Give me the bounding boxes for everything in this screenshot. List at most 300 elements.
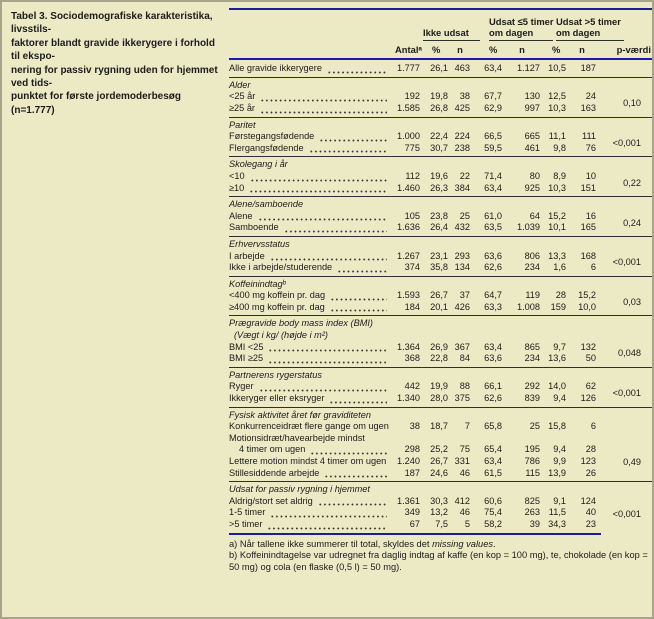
row-label-inner [229, 222, 395, 234]
row-label [229, 59, 395, 77]
cell-n-gt5: 28 [585, 444, 596, 455]
cell-antal: 374 [404, 262, 420, 273]
row-label-text: ≥10 [229, 182, 245, 193]
section-header: Koffeinindtagᵇ [229, 276, 652, 290]
dot-leader [258, 218, 388, 221]
cell-pct-gt5: 9,1 [553, 495, 566, 506]
cell-pct-ikke-udsat [425, 433, 453, 445]
table-row [229, 290, 652, 302]
table-row [229, 519, 652, 534]
table-row [229, 222, 652, 236]
row-label [229, 456, 395, 468]
group-header-line: Udsat >5 timer [556, 16, 621, 27]
row-label-text: 1-5 timer [229, 507, 266, 518]
row-label [229, 262, 395, 276]
row-label [229, 103, 395, 117]
section-header-row [229, 276, 652, 290]
cell-n-gt5: 23 [571, 519, 601, 534]
row-label [229, 433, 395, 445]
table-body [229, 59, 652, 533]
column-headers [229, 41, 652, 59]
cell-antal: 187 [404, 467, 420, 478]
dot-leader [249, 190, 387, 193]
dot-leader [260, 111, 387, 114]
section-header-row [229, 482, 652, 496]
cell-pct-le5: 65,4 [484, 444, 502, 455]
cell-n-le5: 130 [524, 91, 540, 102]
cell-n-le5: 1.127 [517, 63, 540, 74]
row-label [229, 353, 395, 367]
group-header [423, 28, 480, 42]
cell-pct-le5: 58,2 [475, 519, 507, 534]
row-label-text: I arbejde [229, 250, 265, 261]
cell-n-ikke-udsat: 412 [454, 495, 470, 506]
cell-pct-le5: 63,5 [484, 222, 502, 233]
row-label-inner [229, 290, 395, 302]
col-n-le5: n [507, 41, 545, 59]
cell-pct-ikke-udsat: 30,7 [430, 142, 448, 153]
cell-pct-le5: 65,8 [484, 421, 502, 432]
table-row [229, 262, 652, 276]
cell-n-ikke-udsat: 224 [454, 131, 470, 142]
section-header: Alene/samboende [229, 197, 652, 211]
section-header-row [229, 367, 652, 381]
cell-pct-ikke-udsat: 19,8 [430, 91, 448, 102]
cell-antal: 105 [404, 210, 420, 221]
group-header-line: om dagen [556, 26, 601, 38]
table-row [229, 302, 652, 316]
column-group-headers [229, 10, 652, 41]
footnote-text: b) Koffeinindtagelse var udregnet fra daglig indtag af kaffe (en kop = 100 mg), te, chokolade (en kop = 50 mg) og cola (en flaske (0,5 l) = 50 mg). [229, 550, 648, 573]
cell-n-le5: 839 [524, 393, 540, 404]
cell-n-le5: 263 [524, 507, 540, 518]
footnote-text: . [493, 538, 496, 549]
cell-pct-ikke-udsat: 26,1 [430, 63, 448, 74]
row-label-inner [229, 211, 395, 223]
caption-title: Tabel 3. [11, 11, 51, 22]
row-label [229, 393, 395, 407]
cell-pct-gt5: 159 [550, 301, 566, 312]
cell-pct-gt5: 28 [555, 290, 566, 301]
cell-antal [395, 433, 425, 445]
table-row [229, 183, 652, 197]
row-label-inner [229, 393, 395, 405]
cell-pct-ikke-udsat: 13,2 [430, 507, 448, 518]
table-row [229, 456, 652, 468]
dot-leader [250, 179, 387, 182]
section-header: Skolegang i år [229, 157, 652, 171]
row-label-text: Stillesiddende arbejde [229, 467, 320, 478]
row-label-inner [229, 63, 395, 75]
row-label-text: <25 år [229, 91, 256, 102]
dot-leader [324, 475, 387, 478]
cell-n-ikke-udsat: 238 [454, 142, 470, 153]
cell-n-le5: 39 [507, 519, 545, 534]
cell-antal: 1.593 [397, 290, 420, 301]
group-header [556, 17, 624, 41]
cell-pct-le5: 63,4 [484, 456, 502, 466]
cell-pct-le5: 75,4 [484, 507, 502, 518]
group-header [489, 17, 553, 41]
row-label [229, 496, 395, 508]
col-label [229, 41, 395, 59]
p-value: 0,24 [623, 217, 641, 228]
row-label-text: Alle gravide ikkerygere [229, 63, 322, 74]
cell-pct-ikke-udsat: 19,6 [430, 170, 448, 181]
dot-leader [309, 150, 387, 153]
cell-pct-le5 [475, 433, 507, 445]
p-value: <0,001 [612, 508, 641, 519]
footnote [229, 539, 652, 551]
table-row [229, 131, 652, 143]
dot-leader [318, 503, 387, 506]
cell-n-gt5: 124 [580, 495, 596, 506]
cell-n-ikke-udsat: 38 [459, 91, 470, 102]
cell-pct-le5: 66,1 [484, 381, 502, 392]
cell-pct-le5: 63,4 [484, 182, 502, 193]
cell-pct-le5: 63,4 [484, 63, 502, 74]
cell-n-ikke-udsat: 46 [459, 467, 470, 478]
cell-pct-ikke-udsat: 22,8 [430, 353, 448, 364]
cell-pct-gt5: 10,1 [548, 222, 566, 233]
row-label [229, 381, 395, 393]
cell-antal: 1.636 [397, 222, 420, 233]
cell-pct-ikke-udsat: 25,2 [430, 444, 448, 455]
cell-pct-ikke-udsat: 20,1 [430, 301, 448, 312]
row-label-text: Aldrig/stort set aldrig [229, 495, 313, 506]
cell-n-gt5: 50 [585, 353, 596, 364]
cell-pct-gt5: 9,7 [553, 341, 566, 352]
cell-antal: 1.777 [397, 63, 420, 74]
cell-n-le5 [507, 433, 545, 445]
cell-pct-gt5: 9,4 [553, 444, 566, 455]
cell-n-ikke-udsat: 384 [454, 182, 470, 193]
row-label-text: 4 timer om ugen [239, 444, 306, 455]
cell-n-ikke-udsat: 46 [459, 507, 470, 518]
cell-n-le5: 786 [524, 456, 540, 466]
dot-leader [319, 139, 387, 142]
table-row [229, 211, 652, 223]
footnote-text: a) Når tallene ikke summerer til total, skyldes det [229, 538, 433, 549]
cell-pct-gt5: 12,5 [548, 91, 566, 102]
p-value: 0,048 [618, 348, 641, 359]
cell-n-le5: 115 [525, 467, 540, 478]
table-row [229, 496, 652, 508]
row-label-text: Lettere motion mindst 4 timer om ugen [229, 456, 387, 466]
table-row [229, 342, 652, 354]
cell-antal: 1.267 [397, 250, 420, 261]
cell-pct-gt5: 1,6 [553, 262, 566, 273]
table-row [229, 143, 652, 157]
cell-pct-ikke-udsat: 26,7 [430, 456, 448, 466]
cell-n-ikke-udsat: 463 [454, 63, 470, 74]
row-label-text: Samboende [229, 222, 279, 233]
cell-n-ikke-udsat: 425 [454, 102, 470, 113]
cell-n-le5: 865 [524, 341, 540, 352]
table-row [229, 433, 652, 445]
dot-leader [327, 71, 387, 74]
cell-n-le5: 1.008 [517, 301, 540, 312]
section-header: Paritet [229, 117, 652, 131]
cell-antal: 1.364 [397, 341, 420, 352]
cell-n-ikke-udsat: 331 [454, 456, 470, 466]
cell-n-gt5: 111 [582, 131, 596, 142]
cell-antal: 1.340 [397, 393, 420, 404]
p-value: 0,03 [623, 297, 641, 308]
cell-pct-ikke-udsat: 30,3 [430, 495, 448, 506]
cell-antal: 349 [404, 507, 420, 518]
section-header-row [229, 236, 652, 250]
row-label-inner [229, 342, 395, 354]
table-area [229, 8, 652, 574]
data-table [229, 41, 652, 534]
cell-n-gt5: 187 [580, 63, 596, 74]
group-header-line: om dagen [489, 26, 534, 38]
col-n-ikke-udsat: n [453, 41, 475, 59]
caption-line: Tabel 3. Sociodemografiske karakteristika, livsstils- [11, 11, 213, 36]
cell-pct-ikke-udsat: 26,3 [430, 182, 448, 193]
table-caption [11, 10, 225, 117]
cell-pct-gt5: 9,9 [553, 456, 566, 466]
cell-n-ikke-udsat: 75 [459, 444, 470, 455]
cell-pct-le5: 62,9 [484, 102, 502, 113]
row-label-text: Ryger [229, 381, 254, 392]
cell-n-ikke-udsat: 84 [459, 353, 470, 364]
cell-n-le5: 195 [524, 444, 540, 455]
cell-pct-gt5: 9,4 [553, 393, 566, 404]
cell-pct-ikke-udsat: 22,4 [430, 131, 448, 142]
section-header: Alder [229, 77, 652, 91]
table-row [229, 91, 652, 103]
cell-n-ikke-udsat: 293 [454, 250, 470, 261]
table-row [229, 353, 652, 367]
row-label [229, 211, 395, 223]
cell-pct-gt5: 10,3 [548, 102, 566, 113]
section-header: Erhvervsstatus [229, 236, 652, 250]
row-label-text: ≥400 mg koffein pr. dag [229, 301, 325, 312]
cell-antal: 38 [409, 421, 420, 432]
row-label-inner [229, 183, 395, 195]
group-header-line: Udsat ≤5 timer [489, 16, 554, 27]
row-label-text: ≥25 år [229, 102, 255, 113]
row-label-text: >5 timer [229, 518, 263, 529]
cell-pct-le5: 61,5 [484, 467, 502, 478]
cell-n-le5: 825 [524, 495, 540, 506]
cell-pct-le5: 66,5 [484, 131, 502, 142]
cell-p [601, 421, 652, 433]
dot-leader [270, 258, 387, 261]
cell-n-gt5: 6 [590, 262, 596, 273]
dot-leader [330, 298, 387, 301]
cell-antal: 775 [404, 142, 420, 153]
cell-n-gt5: 126 [580, 393, 596, 404]
dot-leader [329, 401, 387, 404]
cell-n-le5: 64 [529, 210, 540, 221]
caption-line: punktet for første jordemoderbesøg (n=1.777) [11, 91, 182, 116]
row-label-text: Ikke i arbejde/studerende [229, 262, 333, 273]
row-label [229, 507, 395, 519]
cell-antal: 67 [395, 519, 425, 534]
cell-pct-ikke-udsat: 18,7 [430, 421, 448, 432]
cell-pct-ikke-udsat: 19,9 [430, 381, 448, 392]
table-row [229, 393, 652, 407]
section-header: (Vægt i kg/ (højde i m²) [234, 330, 328, 341]
row-label-inner [229, 519, 395, 531]
row-label-inner [229, 353, 395, 365]
col-pvaerdi: p-værdi [601, 41, 652, 59]
cell-n-le5: 1.039 [517, 222, 540, 233]
cell-pct-le5: 61,0 [484, 210, 502, 221]
cell-pct-ikke-udsat: 26,7 [430, 290, 448, 301]
section-header-row [229, 407, 652, 421]
row-label-inner [229, 171, 395, 183]
row-label-inner [229, 444, 395, 456]
cell-n-gt5: 10,0 [578, 301, 596, 312]
row-label-text: <10 [229, 170, 245, 181]
cell-n-le5: 997 [524, 102, 540, 113]
cell-pct-gt5: 9,8 [553, 142, 566, 153]
section-header: Partnerens rygerstatus [229, 367, 652, 381]
row-label-inner [229, 468, 395, 480]
row-label-inner [229, 302, 395, 314]
cell-n-le5: 25 [529, 421, 540, 432]
cell-pct-gt5: 10,5 [548, 63, 566, 74]
cell-pct-le5: 62,6 [484, 393, 502, 404]
dot-leader [268, 349, 387, 352]
cell-n-gt5: 168 [580, 250, 596, 261]
row-label-text: Førstegangsfødende [229, 131, 315, 142]
p-value: <0,001 [612, 137, 641, 148]
col-antal: Antalᵃ [395, 41, 425, 59]
row-label [229, 222, 395, 236]
dot-leader [270, 515, 387, 518]
section-header-row [229, 316, 652, 330]
cell-antal: 368 [404, 353, 420, 364]
cell-n-ikke-udsat: 367 [454, 341, 470, 352]
cell-n-gt5: 123 [580, 456, 596, 466]
cell-pct-ikke-udsat: 23,1 [430, 250, 448, 261]
cell-pct-le5: 63,4 [484, 341, 502, 352]
group-header-line: Ikke udsat [423, 26, 469, 38]
cell-n-ikke-udsat: 22 [459, 170, 470, 181]
row-label [229, 519, 395, 534]
cell-n-ikke-udsat: 432 [454, 222, 470, 233]
cell-antal: 298 [404, 444, 420, 455]
cell-pct-le5: 64,7 [484, 290, 502, 301]
cell-pct-le5: 63,3 [484, 301, 502, 312]
row-label-inner [229, 433, 395, 445]
cell-p [601, 433, 652, 445]
cell-pct-ikke-udsat: 24,6 [430, 467, 448, 478]
p-value: <0,001 [612, 388, 641, 399]
section-header: Fysisk aktivitet året før graviditeten [229, 407, 652, 421]
cell-antal: 1.000 [397, 131, 420, 142]
cell-pct-le5: 71,4 [484, 170, 502, 181]
cell-n-gt5 [571, 433, 601, 445]
cell-pct-le5: 60,6 [484, 495, 502, 506]
cell-pct-gt5: 13,9 [548, 467, 566, 478]
row-label-inner [229, 143, 395, 155]
cell-antal: 184 [404, 301, 420, 312]
cell-pct-ikke-udsat: 35,8 [430, 262, 448, 273]
table-row [229, 507, 652, 519]
row-label-text: Ikkeryger eller eksryger [229, 393, 325, 404]
cell-pct-ikke-udsat: 26,8 [430, 102, 448, 113]
cell-n-le5: 119 [525, 290, 540, 301]
col-n-gt5: n [571, 41, 601, 59]
row-label [229, 468, 395, 482]
cell-n-ikke-udsat: 5 [453, 519, 475, 534]
row-label-inner [229, 103, 395, 115]
cell-n-le5: 806 [524, 250, 540, 261]
cell-n-le5: 80 [529, 170, 540, 181]
table-row [229, 421, 652, 433]
table-row [229, 171, 652, 183]
p-value: 0,22 [623, 177, 641, 188]
row-label-inner [229, 262, 395, 274]
header-row [229, 41, 652, 59]
dot-leader [284, 230, 387, 233]
row-label-text: Flergangsfødende [229, 142, 304, 153]
cell-pct-gt5: 8,9 [553, 170, 566, 181]
cell-antal: 1.585 [397, 102, 420, 113]
cell-n-gt5: 16 [585, 210, 596, 221]
cell-pct-gt5: 14,0 [548, 381, 566, 392]
footnote [229, 550, 652, 574]
dot-leader [267, 527, 387, 530]
cell-pct-le5: 67,7 [484, 91, 502, 102]
cell-pct-gt5: 15,2 [548, 210, 566, 221]
cell-n-le5: 234 [524, 262, 540, 273]
cell-antal: 1.240 [397, 456, 420, 466]
cell-n-le5: 665 [524, 131, 540, 142]
dot-leader [310, 452, 387, 455]
cell-n-gt5: 165 [580, 222, 596, 233]
row-label [229, 251, 395, 263]
cell-pct-ikke-udsat: 26,4 [430, 222, 448, 233]
cell-n-le5: 461 [524, 142, 540, 153]
section-header-row [229, 157, 652, 171]
row-label [229, 290, 395, 302]
row-label-text: BMI ≥25 [229, 353, 264, 364]
row-label [229, 171, 395, 183]
cell-n-gt5: 26 [585, 467, 596, 478]
cell-pct-gt5: 11,1 [548, 131, 566, 142]
row-label [229, 131, 395, 143]
dot-leader [337, 270, 387, 273]
row-label [229, 342, 395, 354]
cell-pct-ikke-udsat: 26,9 [430, 341, 448, 352]
cell-pct-gt5: 10,3 [548, 182, 566, 193]
cell-n-ikke-udsat: 37 [459, 290, 470, 301]
cell-n-ikke-udsat: 25 [459, 210, 470, 221]
row-label-text: Motionsidræt/havearbejde mindst [229, 432, 365, 443]
cell-n-ikke-udsat: 134 [454, 262, 470, 273]
cell-pct-ikke-udsat: 28,0 [430, 393, 448, 404]
col-pct-ikke-udsat: % [425, 41, 453, 59]
cell-n-le5: 234 [524, 353, 540, 364]
col-pct-le5: % [475, 41, 507, 59]
cell-pct-gt5: 13,6 [548, 353, 566, 364]
cell-pct-le5: 63,6 [484, 250, 502, 261]
section-header-row [229, 330, 652, 342]
cell-n-gt5: 132 [580, 341, 596, 352]
p-value: 0,10 [623, 98, 641, 109]
cell-n-gt5: 10 [585, 170, 596, 181]
cell-n-gt5: 163 [580, 102, 596, 113]
p-value: 0,49 [623, 457, 641, 467]
section-header-row [229, 197, 652, 211]
